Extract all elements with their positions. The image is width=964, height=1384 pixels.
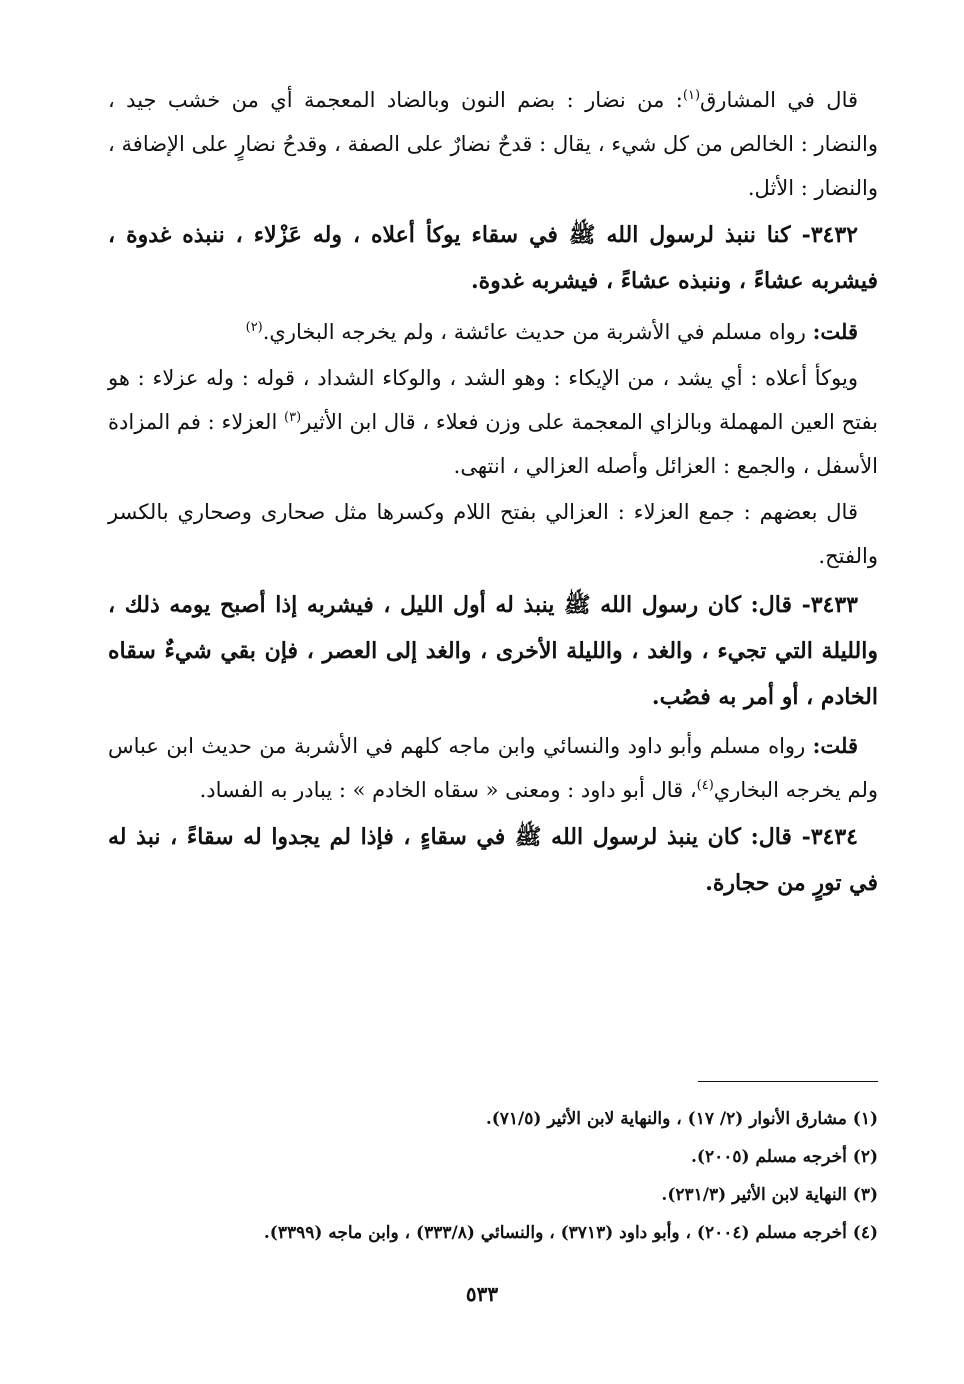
paragraph-yukaa xyxy=(108,356,878,488)
page-number: ٥٣٣ xyxy=(465,1282,499,1306)
footnote-3: (٣) النهاية لابن الأثير (٢٣١/٣). xyxy=(661,1185,878,1205)
footnote-1: (١) مشارق الأنوار (٢/ ١٧) ، والنهاية لابن الأثير (٧١/٥). xyxy=(485,1109,878,1129)
footnote-ref-2: (٢) xyxy=(245,320,263,335)
paragraph-mashariq xyxy=(108,78,878,210)
qult-label: قلت: xyxy=(812,733,858,758)
footnote-2: (٢) أخرجه مسلم (٢٠٠٥). xyxy=(691,1147,878,1167)
paragraph-qult-1 xyxy=(108,310,878,354)
footnote-ref-4: (٤) xyxy=(696,778,714,793)
paragraph-text: رواه مسلم وأبو داود والنسائي وابن ماجه كلهم في الأشربة من حديث ابن عباس ولم يخرجه البخاري xyxy=(108,734,878,802)
paragraph-azali: قال بعضهم : جمع العزلاء : العزالي بفتح اللام وكسرها مثل صحارى وصحاري بالكسر والفتح. xyxy=(108,500,878,568)
hadith-3432: ٣٤٣٢- كنا ننبذ لرسول الله ﷺ في سقاء يوكأ أعلاه ، وله عَزْلاء ، ننبذه غدوة ، فيشربه عشاءً ، وننبذه عشاءً ، فيشربه غدوة. xyxy=(108,222,878,294)
footnotes xyxy=(108,1100,878,1252)
qult-label: قلت: xyxy=(812,319,858,344)
paragraph-text: العزلاء : فم المزادة الأسفل ، والجمع : العزائل وأصله العزالي ، انتهى. xyxy=(108,410,878,478)
footnote-ref-1: (١) xyxy=(682,88,701,103)
hadith-3434: ٣٤٣٤- قال: كان ينبذ لرسول الله ﷺ في سقاءٍ ، فإذا لم يجدوا له سقاءً ، نبذ له في تورٍ من حجارة. xyxy=(108,824,878,896)
footnote-ref-3: (٣) xyxy=(284,410,302,425)
paragraph-text: قال في المشارق xyxy=(700,88,859,112)
paragraph-text: : من نضار : بضم النون وبالضاد المعجمة أي من خشب جيد ، والنضار : الخالص من كل شيء ، يقال : قدحٌ نضارٌ على الصفة ، وقدحُ نضارٍ على الإضافة ، والنضار : الأثل. xyxy=(108,88,878,200)
paragraph-text: ، قال أبو داود : ومعنى « سقاه الخادم » : يبادر به الفساد. xyxy=(199,778,697,802)
footnote-separator xyxy=(698,1081,878,1082)
footnote-4: (٤) أخرجه مسلم (٢٠٠٤) ، وأبو داود (٣٧١٣) ، والنسائي (٣٣٣/٨) ، وابن ماجه (٣٣٩٩). xyxy=(263,1223,878,1243)
hadith-3433: ٣٤٣٣- قال: كان رسول الله ﷺ ينبذ له أول الليل ، فيشربه إذا أصبح يومه ذلك ، والليلة التي تجيء ، والغد ، والليلة الأخرى ، والغد إلى العصر ، فإن بقي شيءٌ سقاه الخادم ، أو أمر به فصُب. xyxy=(108,592,878,710)
paragraph-qult-2 xyxy=(108,724,878,812)
main-text xyxy=(108,78,878,906)
paragraph-text: رواه مسلم في الأشربة من حديث عائشة ، ولم يخرجه البخاري. xyxy=(262,320,813,344)
paragraph-text: ويوكأ أعلاه : أي يشد ، من الإيكاء : وهو الشد ، والوكاء الشداد ، قوله : وله عزلاء : هو بفتح العين المهملة وبالزاي المعجمة على وزن فعلاء ، قال ابن الأثير xyxy=(108,366,878,434)
